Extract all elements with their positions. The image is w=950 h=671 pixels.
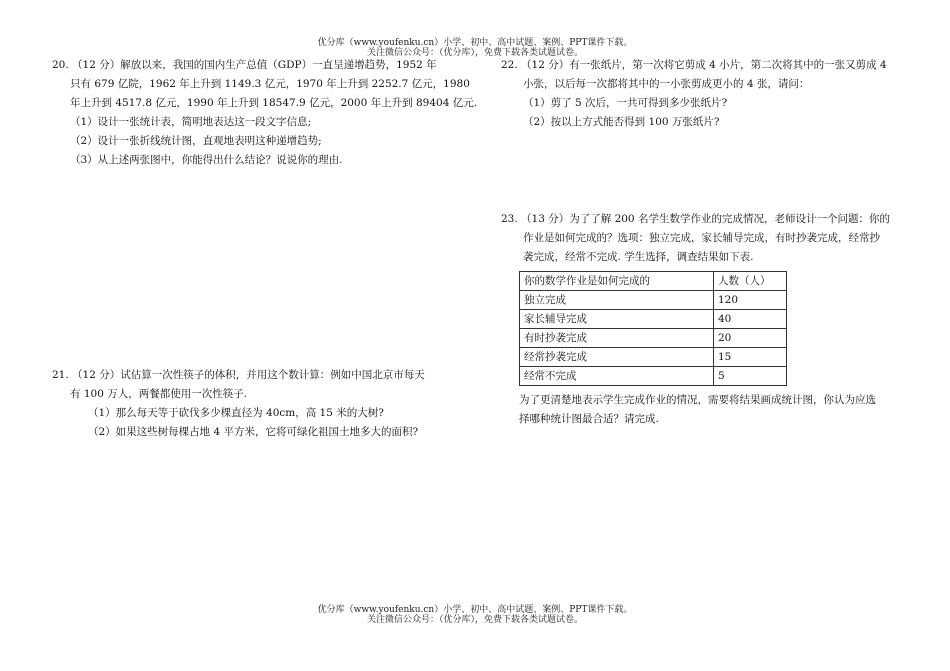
q22-line-2: 小张，以后每一次都将其中的一小张剪成更小的 4 张，请问：: [523, 78, 810, 90]
q23-after-2: 择哪种统计图最合适？请完成.: [519, 413, 659, 425]
q20-sub-1: （1）设计一张统计表，简明地表达这一段文字信息;: [70, 116, 312, 128]
q20-sub-3: （3）从上述两张图中，你能得出什么结论？说说你的理由.: [70, 154, 343, 166]
header-line-1: 优分库（www.youfenku.cn）小学、初中、高中试题、案例、PPT课件下载。: [317, 38, 633, 48]
page-footer: [0, 605, 950, 625]
table-cell: 家长辅导完成: [520, 310, 714, 329]
table-cell: 经常抄袭完成: [520, 348, 714, 367]
table-cell: 15: [714, 348, 787, 367]
question-23-followup: [519, 391, 876, 429]
table-header-row: [520, 272, 787, 291]
table-cell: 有时抄袭完成: [520, 329, 714, 348]
table-row: [520, 348, 787, 367]
table-cell: 独立完成: [520, 291, 714, 310]
table-cell: 5: [714, 367, 787, 386]
q21-sub-1: （1）那么每天等于砍伐多少棵直径为 40cm，高 15 米的大树?: [88, 407, 384, 419]
question-23: [501, 210, 890, 267]
q21-line-2: 有 100 万人，两餐都使用一次性筷子.: [70, 388, 248, 400]
table-cell: 120: [714, 291, 787, 310]
q20-sub-2: （2）设计一张折线统计图，直观地表明这种递增趋势;: [70, 135, 322, 147]
question-21: [52, 366, 425, 442]
table-header-cell: 人数（人）: [714, 272, 787, 291]
q22-sub-2: （2）按以上方式能否得到 100 万张纸片?: [523, 116, 720, 128]
page-header: [0, 38, 950, 58]
footer-line-2: 关注微信公众号：（优分库），免费下载各类试题试卷。: [366, 615, 583, 625]
question-20: [52, 56, 477, 170]
q20-line-3: 年上升到 4517.8 亿元，1990 年上升到 18547.9 亿元，2000 年上升到 89404 亿元.: [70, 97, 478, 109]
q23-line-3: 袭完成，经常不完成. 学生选择，调查结果如下表.: [523, 251, 754, 263]
table-row: [520, 329, 787, 348]
question-22: [501, 56, 887, 132]
table-row: [520, 367, 787, 386]
table-cell: 经常不完成: [520, 367, 714, 386]
table-row: [520, 291, 787, 310]
table-header-cell: 你的数学作业是如何完成的: [520, 272, 714, 291]
table-row: [520, 310, 787, 329]
q21-line-1: 21. （12 分）试估算一次性筷子的体积，并用这个数计算：例如中国北京市每天: [52, 369, 425, 381]
table-cell: 40: [714, 310, 787, 329]
survey-table: [519, 271, 787, 386]
q20-line-2: 只有 679 亿院，1962 年上升到 1149.3 亿元，1970 年上升到 2252.7 亿元，1980: [70, 78, 470, 90]
header-line-2: 关注微信公众号：（优分库），免费下载各类试题试卷。: [366, 48, 583, 58]
q20-line-1: 20. （12 分）解放以来，我国的国内生产总值（GDP）一直呈递增趋势，1952 年: [52, 59, 437, 71]
q22-sub-1: （1）剪了 5 次后，一共可得到多少张纸片?: [523, 97, 728, 109]
q23-line-1: 23. （13 分）为了了解 200 名学生数学作业的完成情况，老师设计一个问题：你的: [501, 213, 890, 225]
footer-line-1: 优分库（www.youfenku.cn）小学、初中、高中试题、案例、PPT课件下载。: [317, 605, 633, 615]
q22-line-1: 22. （12 分）有一张纸片，第一次将它剪成 4 小片，第二次将其中的一张又剪成 4: [501, 59, 887, 71]
table-cell: 20: [714, 329, 787, 348]
q23-after-1: 为了更清楚地表示学生完成作业的情况，需要将结果画成统计图，你认为应选: [519, 394, 876, 406]
q21-sub-2: （2）如果这些树每棵占地 4 平方米，它将可绿化祖国土地多大的面积?: [88, 426, 419, 438]
q23-line-2: 作业是如何完成的？选项：独立完成，家长辅导完成，有时抄袭完成，经常抄: [523, 232, 880, 244]
